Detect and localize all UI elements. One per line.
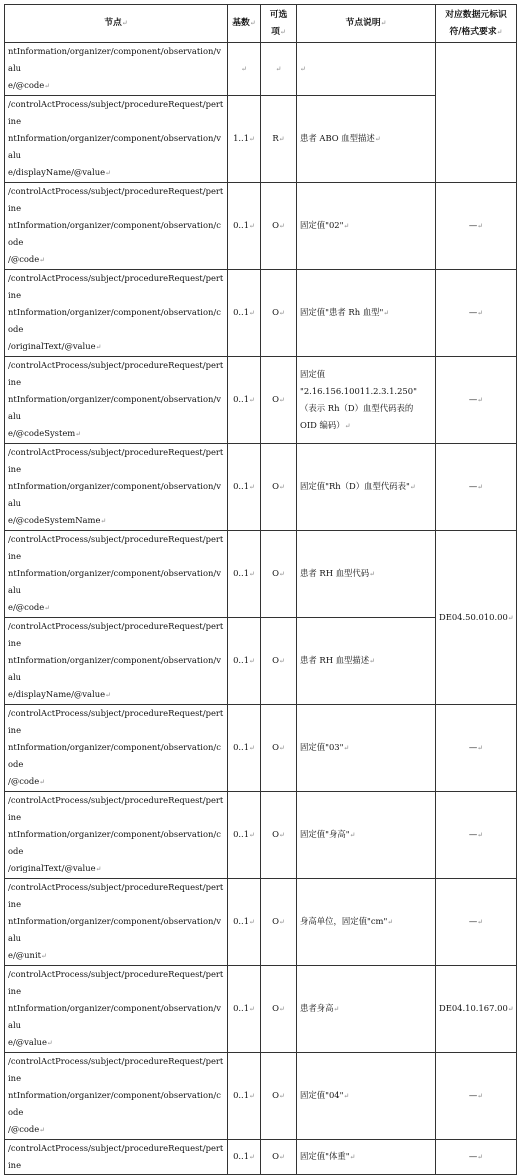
table-row [5,531,517,618]
optional-cell: O↵ [261,183,297,270]
node-path-cell: /controlActProcess/subject/procedureRequest/pertine ntInformation/organizer/component/observation/valu e/@value↵ [5,966,228,1053]
description-cell: 固定值"Rh（D）血型代码表"↵ [297,444,436,531]
cardinality-cell: 0..1↵ [228,1140,261,1175]
description-cell: 固定值 "2.16.156.10011.2.3.1.250" （表示 Rh（D）血型代码表的 OID 编码）↵ [297,357,436,444]
description-cell: 身高单位，固定值"cm"↵ [297,879,436,966]
optional-cell: O↵ [261,879,297,966]
table-row [5,792,517,879]
node-path-cell: /controlActProcess/subject/procedureRequest/pertine ntInformation/organizer/component/observation/code /originalText/@value↵ [5,270,228,357]
description-cell: 患者 RH 血型描述↵ [297,618,436,705]
table-row [5,705,517,792]
description-cell: 固定值"04"↵ [297,1053,436,1140]
table-row [5,43,517,96]
header-optional: 可选 项↵ [261,5,297,43]
optional-cell: O↵ [261,357,297,444]
data-element-cell: —↵ [436,183,517,270]
node-path-cell: /controlActProcess/subject/procedureRequest/pertine ntInformation/organizer/component/observation/code /@code↵ [5,1053,228,1140]
node-path-cell: /controlActProcess/subject/procedureRequest/pertine ntInformation/organizer/component/observation/valu e/@unit↵ [5,879,228,966]
table-header-row [5,5,517,43]
data-element-cell: —↵ [436,1140,517,1175]
table-row [5,357,517,444]
cardinality-cell: 0..1↵ [228,183,261,270]
description-cell: 固定值"02"↵ [297,183,436,270]
cardinality-cell: 0..1↵ [228,966,261,1053]
node-path-cell: ntInformation/organizer/component/observation/valu e/@code↵ [5,43,228,96]
node-path-cell: /controlActProcess/subject/procedureRequest/pertine ntInformation/organizer/component/observation/valu e/displayName/@value↵ [5,96,228,183]
cardinality-cell: 0..1↵ [228,879,261,966]
optional-cell: O↵ [261,444,297,531]
description-cell: ↵ [297,43,436,96]
cardinality-cell: 0..1↵ [228,705,261,792]
table-row [5,879,517,966]
optional-cell: O↵ [261,1053,297,1140]
data-element-cell: —↵ [436,792,517,879]
header-description: 节点说明↵ [297,5,436,43]
table-row [5,444,517,531]
node-path-cell: /controlActProcess/subject/procedureRequest/pertine ntInformation/organizer/component/observation/valu e/@codeSystemName↵ [5,444,228,531]
cardinality-cell: 0..1↵ [228,444,261,531]
data-element-cell: DE04.50.010.00↵ [436,531,517,705]
node-path-cell: /controlActProcess/subject/procedureRequest/pertine ntInformation/organizer/component/observation/code /@code↵ [5,183,228,270]
optional-cell: O↵ [261,531,297,618]
description-cell: 固定值"03"↵ [297,705,436,792]
data-element-cell [436,43,517,183]
header-cardinality: 基数↵ [228,5,261,43]
table-row [5,1140,517,1175]
optional-cell: ↵ [261,43,297,96]
cardinality-cell: 0..1↵ [228,1053,261,1140]
cardinality-cell: 0..1↵ [228,792,261,879]
node-path-cell: /controlActProcess/subject/procedureRequest/pertine ntInformation/organizer/component/observation/code /@code↵ [5,705,228,792]
header-data-element: 对应数据元标识 符/格式要求↵ [436,5,517,43]
cardinality-cell: ↵ [228,43,261,96]
description-cell: 固定值"患者 Rh 血型"↵ [297,270,436,357]
table-row [5,270,517,357]
optional-cell: O↵ [261,792,297,879]
node-path-cell: /controlActProcess/subject/procedureRequest/pertine ntInformation/organizer/component/observation/valu e/displayName/@value↵ [5,618,228,705]
description-cell: 患者身高↵ [297,966,436,1053]
node-path-cell: /controlActProcess/subject/procedureRequest/pertine ntInformation/organizer/component/observation/valu e/@code↵ [5,531,228,618]
table-row [5,183,517,270]
data-element-cell: —↵ [436,444,517,531]
node-path-cell: /controlActProcess/subject/procedureRequest/pertine ntInformation/organizer/component/observation/code /originalText/@value↵ [5,792,228,879]
cardinality-cell: 0..1↵ [228,357,261,444]
description-cell: 患者 RH 血型代码↵ [297,531,436,618]
table-row [5,966,517,1053]
cardinality-cell: 0..1↵ [228,270,261,357]
optional-cell: O↵ [261,618,297,705]
header-node: 节点↵ [5,5,228,43]
table-row [5,1053,517,1140]
cardinality-cell: 0..1↵ [228,618,261,705]
node-path-cell: /controlActProcess/subject/procedureRequest/pertine ntInformation/organizer/component/observation/valu e/@codeSystem↵ [5,357,228,444]
optional-cell: O↵ [261,270,297,357]
data-element-cell: —↵ [436,879,517,966]
data-element-cell: DE04.10.167.00↵ [436,966,517,1053]
data-element-cell: —↵ [436,1053,517,1140]
optional-cell: O↵ [261,966,297,1053]
description-cell: 患者 ABO 血型描述↵ [297,96,436,183]
optional-cell: O↵ [261,705,297,792]
optional-cell: O↵ [261,1140,297,1175]
description-cell: 固定值"体重"↵ [297,1140,436,1175]
cardinality-cell: 0..1↵ [228,531,261,618]
field-spec-table [4,4,517,1175]
description-cell: 固定值"身高"↵ [297,792,436,879]
data-element-cell: —↵ [436,270,517,357]
node-path-cell: /controlActProcess/subject/procedureRequest/pertine [5,1140,228,1175]
optional-cell: R↵ [261,96,297,183]
data-element-cell: —↵ [436,705,517,792]
cardinality-cell: 1..1↵ [228,96,261,183]
data-element-cell: —↵ [436,357,517,444]
